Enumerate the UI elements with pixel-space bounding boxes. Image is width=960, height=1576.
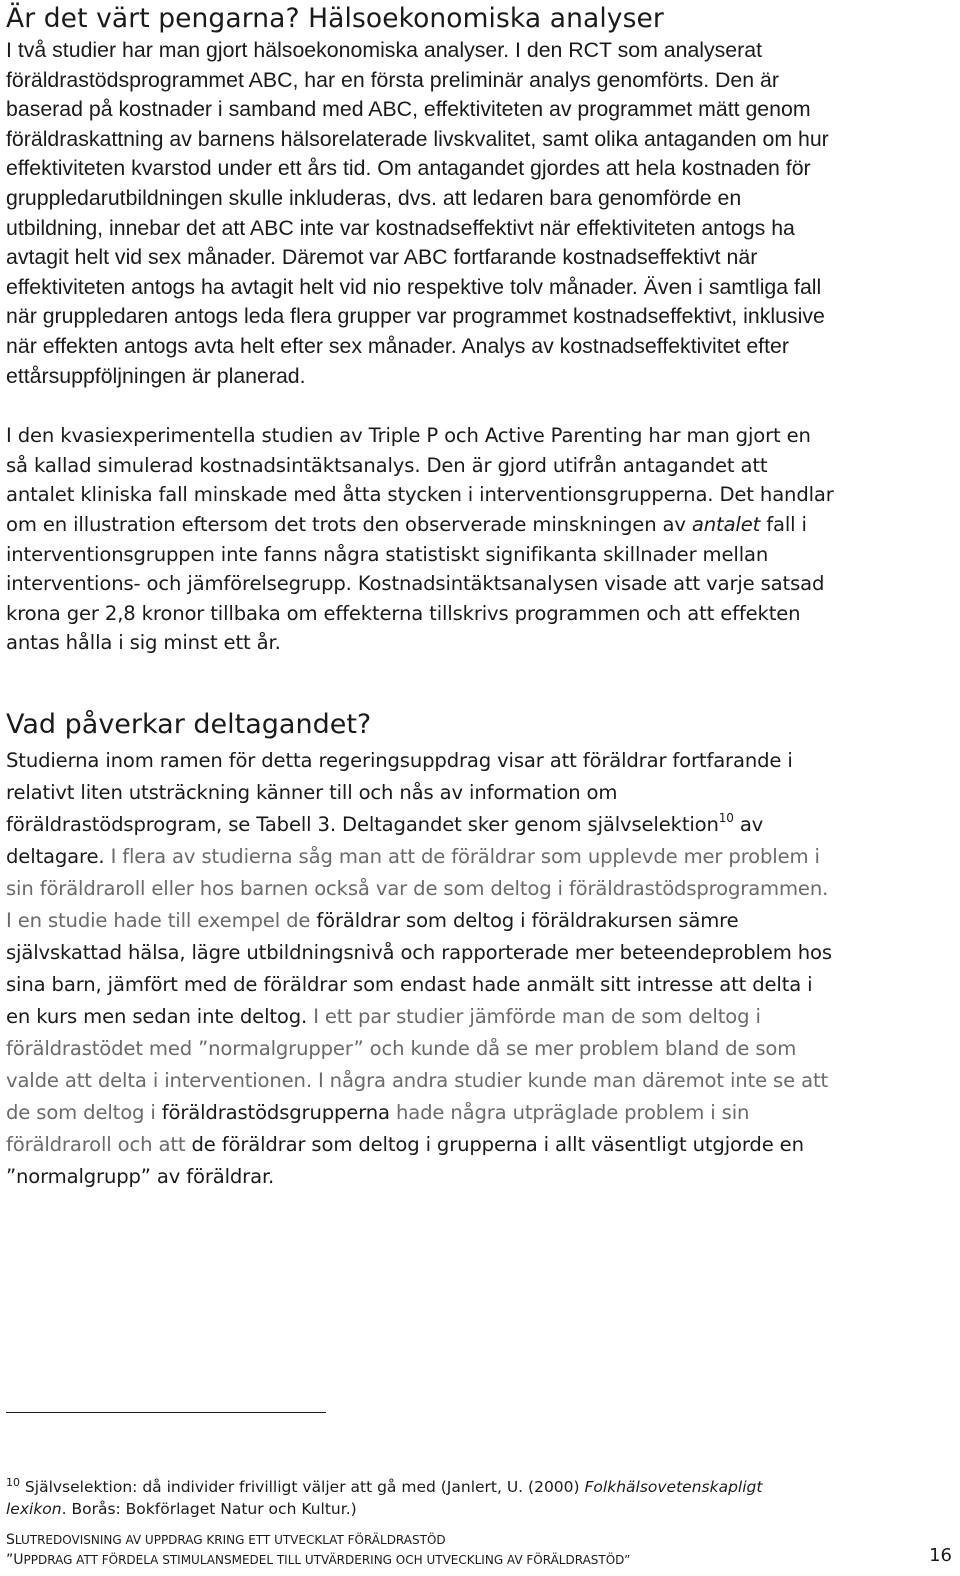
footnote-text: . Borås: Bokförlaget Natur och Kultur.) [61, 1500, 357, 1518]
footer-line-2 [6, 1552, 630, 1568]
footnote-divider [6, 1412, 326, 1413]
paragraph-triple-p-analysis [6, 421, 836, 658]
paragraph-text: föräldrastödsgrupperna [161, 1100, 390, 1124]
paragraph-text: fall i interventionsgruppen inte fanns några statistiskt signifikanta skillnader mellan interventions- och jämförelsegrupp. Kostnadsintäktsanalysen visade att varje satsad krona ger 2,8 kronor tillbaka om effekterna tillskrivs programmen och att effekten antas hålla i sig minst ett år. [6, 512, 825, 655]
paragraph-text: föräldrar som deltog i föräldrakursen sämre självskattad hälsa, lägre utbildningsnivå och rapporterade mer beteendeproblem hos sina barn, jämfört med de föräldrar som endast hade anmält sitt intresse att delta i en kurs men sedan inte deltog. [6, 908, 832, 1028]
paragraph-text-grey: I ett par studier jämförde man de som deltog i föräldrastödet med ”normalgrupper” och kunde då se mer problem bland de som valde att delta i interventionen. I några andra studier kunde man däremot inte se att de som deltog i [6, 1004, 829, 1124]
paragraph-text: av deltagare. [6, 812, 764, 868]
paragraph-text-grey: hade några utpräglade problem i sin föräldraroll och att [6, 1100, 750, 1156]
paragraph-text: Studierna inom ramen för detta regeringsuppdrag visar att föräldrar fortfarande i relativt liten utsträckning känner till och nås av information om föräldrastödsprogram, se Tabell 3. Deltagandet sker genom självselektion [6, 748, 793, 836]
italic-term: antalet [691, 512, 761, 536]
section-heading-health-economics: Är det värt pengarna? Hälsoekonomiska analyser [6, 3, 664, 34]
page-number: 16 [929, 1545, 952, 1566]
paragraph-abc-analysis: I två studier har man gjort hälsoekonomiska analyser. I den RCT som analyserat föräldrastödsprogrammet ABC, har en första preliminär analys genomförts. Den är baserad på kostnader i samband med ABC, effektiviteten av programmet mätt genom föräldraskattning av barnens hälsorelaterade livskvalitet, samt olika antaganden om hur effektiviteten kvarstod under ett års tid. Om antagandet gjordes att hela kostnaden för gruppledarutbildningen skulle inkluderas, dvs. att ledaren bara genomförde en utbildning, innebar det att ABC inte var kostnadseffektivt när effektiviteten antogs ha avtagit helt vid sex månader. Däremot var ABC fortfarande kostnadseffektivt när effektiviteten antogs ha avtagit helt vid nio respektive tolv månader. Även i samtliga fall när gruppledaren antogs leda flera grupper var programmet kostnadseffektivt, inklusive när effekten antogs avta helt efter sex månader. Analys av kostnadseffektivitet efter ettårsuppföljningen är planerad. [6, 38, 829, 388]
paragraph-text: I den kvasiexperimentella studien av Triple P och Active Parenting har man gjort en så kallad simulerad kostnadsintäktsanalys. Den är gjord utifrån antagandet att antalet kliniska fall minskade med åtta stycken i interventionsgrupperna. Det handlar om en illustration eftersom det trots den observerade minskningen av [6, 424, 834, 536]
footnote-italic-title: Folkhälsovetenskapligt lexikon [6, 1478, 763, 1518]
paragraph-participation [6, 745, 836, 1193]
footer-text: LUTREDOVISNING AV UPPDRAG KRING ETT UTVECKLAT FÖRÄLDRASTÖD [14, 1533, 446, 1547]
footnote-text: Självselektion: då individer frivilligt väljer att gå med (Janlert, U. (2000) [20, 1478, 585, 1496]
footer-initial: S [6, 1532, 15, 1548]
footer-initial: ”U [6, 1552, 24, 1568]
paragraph-text: de föräldrar som deltog i grupperna i allt väsentligt utgjorde en ”normalgrupp” av föräldrar. [6, 1132, 804, 1188]
footnote [6, 1476, 826, 1520]
footnote-reference: 10 [718, 810, 734, 825]
document-page [6, 0, 836, 1193]
footnote-number: 10 [6, 1476, 20, 1489]
paragraph-text-grey: I flera av studierna såg man att de föräldrar som upplevde mer problem i sin föräldraroll eller hos barnen också var de som deltog i föräldrastödsprogrammen. I en studie hade till exempel de [6, 844, 829, 932]
section-heading-participation: Vad påverkar deltagandet? [6, 708, 372, 740]
footer-line-1 [6, 1532, 446, 1548]
footer-text: PPDRAG ATT FÖRDELA STIMULANSMEDEL TILL UTVÄRDERING OCH UTVECKLING AV FÖRÄLDRASTÖD” [23, 1553, 631, 1567]
